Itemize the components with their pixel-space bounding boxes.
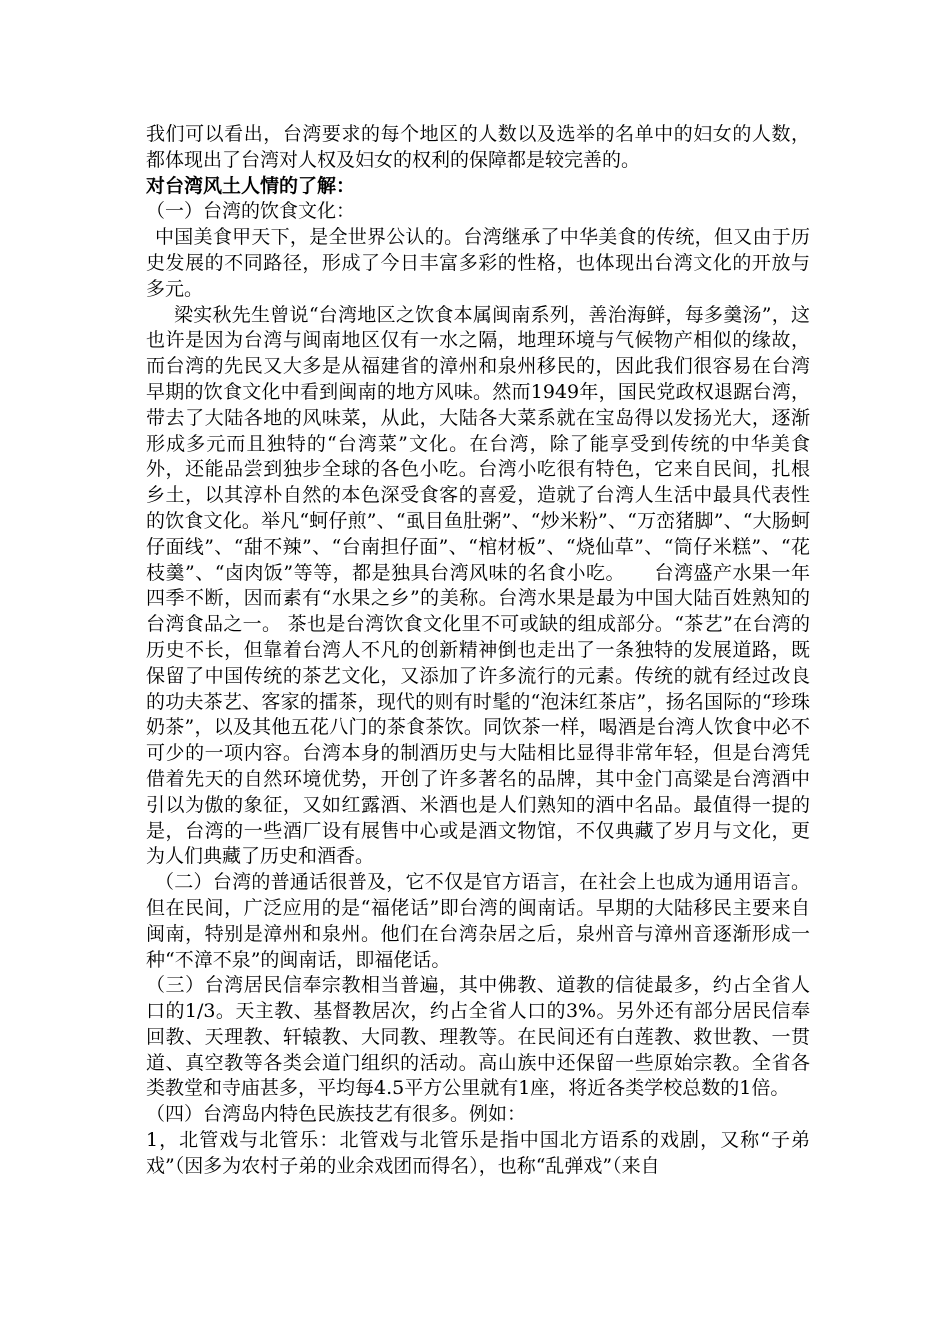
paragraph-beiguan: 1，北管戏与北管乐：北管戏与北管乐是指中国北方语系的戏剧，又称“子弟戏”（因多为农村子弟的业余戏团而得名），也称“乱弹戏”（来自 <box>146 1129 810 1177</box>
paragraph-religion: （三）台湾居民信奉宗教相当普遍，其中佛教、道教的信徒最多，约占全省人口的1/3。天主教、基督教居次，约占全省人口的3%。另外还有部分居民信奉回教、天理教、轩辕教、大同教、理教等。在民间还有白莲教、救世教、一贯道、真空教等各类会道门组织的活动。高山族中还保留一些原始宗教。全省各类教堂和寺庙甚多，平均每4.5平方公里就有1座，将近各类学校总数的1倍。 <box>146 974 810 1100</box>
document-page <box>146 122 810 1180</box>
section-heading: 对台湾风土人情的了解： <box>146 174 356 197</box>
paragraph-mandarin: （二）台湾的普通话很普及，它不仅是官方语言，在社会上也成为通用语言。但在民间，广泛应用的是“福佬话”即台湾的闽南话。早期的大陆移民主要来自闽南，特别是漳州和泉州。他们在台湾杂居之后，泉州音与漳州音逐渐形成一种“不漳不泉”的闽南话，即福佬话。 <box>146 871 810 971</box>
paragraph-liang-shiqiu: 梁实秋先生曾说“台湾地区之饮食本属闽南系列，善治海鲜，每多羹汤”，这也许是因为台湾与闽南地区仅有一水之隔，地理环境与气候物产相似的缘故，而台湾的先民又大多是从福建省的漳州和泉州移民的，因此我们很容易在台湾早期的饮食文化中看到闽南的地方风味。然而1949年，国民党政权退踞台湾，带去了大陆各地的风味菜，从此，大陆各大菜系就在宝岛得以发扬光大，逐渐形成多元而且独特的“台湾菜”文化。在台湾，除了能享受到传统的中华美食外，还能品尝到独步全球的各色小吃。台湾小吃很有特色，它来自民间，扎根乡土，以其淳朴自然的本色深受食客的喜爱，造就了台湾人生活中最具代表性的饮食文化。举凡“蚵仔煎”、“虱目鱼肚粥”、“炒米粉”、“万峦猪脚”、“大肠蚵仔面线”、“甜不辣”、“台南担仔面”、“棺材板”、“烧仙草”、“筒仔米糕”、“花枝羹”、“卤肉饭”等等，都是独具台湾风味的名食小吃。 台湾盛产水果一年四季不断，因而素有“水果之乡”的美称。台湾水果是最为中国大陆百姓熟知的台湾食品之一。 茶也是台湾饮食文化里不可或缺的组成部分。“茶艺”在台湾的历史不长，但靠着台湾人不凡的创新精神倒也走出了一条独特的发展道路，既保留了中国传统的茶艺文化，又添加了许多流行的元素。传统的就有经过改良的功夫茶艺、客家的擂茶，现代的则有时髦的“泡沫红茶店”，扬名国际的“珍珠奶茶”，以及其他五花八门的茶食茶饮。同饮茶一样，喝酒是台湾人饮食中必不可少的一项内容。台湾本身的制酒历史与大陆相比显得非常年轻，但是台湾凭借着先天的自然环境优势，开创了许多著名的品牌，其中金门高粱是台湾酒中引以为傲的象征，又如红露酒、米酒也是人们熟知的酒中名品。最值得一提的是，台湾的一些酒厂设有展售中心或是酒文物馆，不仅典藏了岁月与文化，更为人们典藏了历史和酒香。 <box>146 303 810 868</box>
paragraph-folk-arts: （四）台湾岛内特色民族技艺有很多。例如： <box>146 1103 527 1126</box>
paragraph-intro: 我们可以看出，台湾要求的每个地区的人数以及选举的名单中的妇女的人数，都体现出了台湾对人权及妇女的权利的保障都是较完善的。 <box>146 123 810 171</box>
paragraph-chinese-cuisine: 中国美食甲天下，是全世界公认的。台湾继承了中华美食的传统，但又由于历史发展的不同路径，形成了今日丰富多彩的性格，也体现出台湾文化的开放与多元。 <box>146 226 810 300</box>
subheading-food-culture: （一）台湾的饮食文化： <box>146 200 356 223</box>
